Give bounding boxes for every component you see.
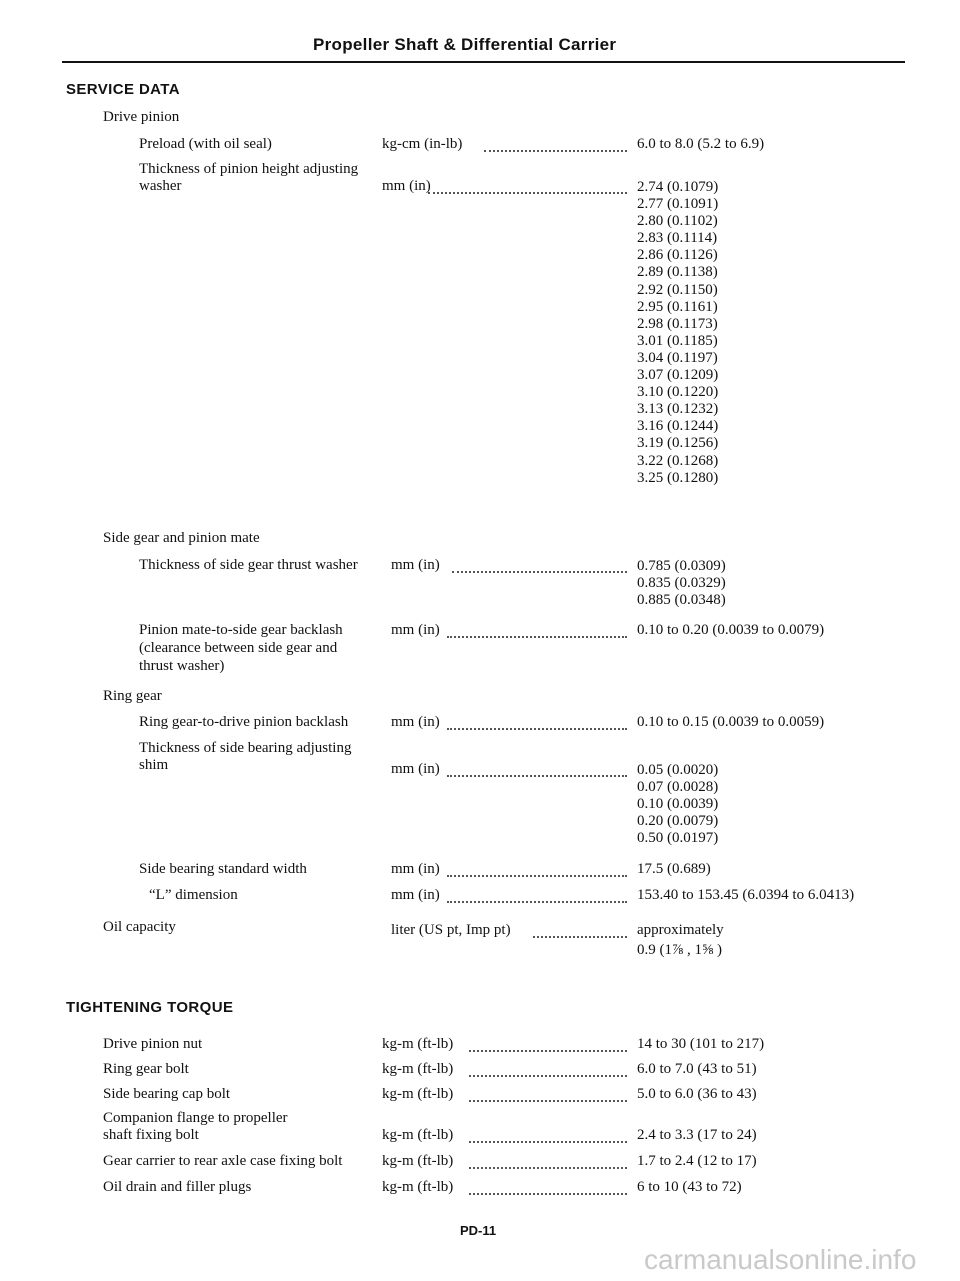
leader-dots: [428, 192, 627, 194]
value-item: 3.04 (0.1197): [637, 349, 718, 366]
torque-value: 2.4 to 3.3 (17 to 24): [637, 1127, 757, 1143]
item-value-preload: 6.0 to 8.0 (5.2 to 6.9): [637, 136, 765, 152]
value-item: 2.89 (0.1138): [637, 264, 718, 281]
value-item: 3.07 (0.1209): [637, 367, 719, 384]
section-heading-service-data: SERVICE DATA: [66, 81, 180, 98]
item-unit-thrust-washer: mm (in): [391, 557, 440, 573]
item-value-oil-capacity-line2: 0.9 (1⅞ , 1⅝ ): [637, 942, 722, 958]
torque-label: Side bearing cap bolt: [103, 1086, 231, 1102]
value-list-thrust-washer: [637, 558, 726, 609]
item-label-thrust-washer: Thickness of side gear thrust washer: [139, 557, 358, 573]
torque-unit: kg-m (ft-lb): [382, 1179, 454, 1195]
torque-value: 5.0 to 6.0 (36 to 43): [637, 1086, 757, 1102]
item-value-oil-capacity-line1: approximately: [637, 922, 724, 938]
leader-dots: [469, 1050, 627, 1052]
value-item: 3.10 (0.1220): [637, 384, 719, 401]
item-label-oil-capacity: Oil capacity: [103, 919, 176, 935]
leader-dots: [469, 1141, 627, 1143]
leader-dots: [447, 775, 627, 777]
torque-unit: kg-m (ft-lb): [382, 1127, 454, 1143]
torque-value: 6 to 10 (43 to 72): [637, 1179, 742, 1195]
item-unit-ring-backlash: mm (in): [391, 714, 440, 730]
value-list-shim: [637, 762, 718, 847]
item-label-preload: Preload (with oil seal): [139, 136, 272, 152]
value-list-washer: [637, 179, 718, 487]
value-item: 3.13 (0.1232): [637, 401, 719, 418]
item-label-ring-backlash: Ring gear-to-drive pinion backlash: [139, 714, 349, 730]
value-item: 0.07 (0.0028): [637, 779, 719, 796]
torque-unit: kg-m (ft-lb): [382, 1086, 454, 1102]
value-item: 0.50 (0.0197): [637, 830, 719, 847]
item-value-ring-backlash: 0.10 to 0.15 (0.0039 to 0.0059): [637, 714, 825, 730]
item-label-backlash-line2: (clearance between side gear and: [139, 640, 338, 656]
torque-label: Drive pinion nut: [103, 1036, 203, 1052]
torque-label: Ring gear bolt: [103, 1061, 189, 1077]
value-item: 3.01 (0.1185): [637, 332, 718, 349]
value-item: 2.80 (0.1102): [637, 213, 718, 230]
leader-dots: [469, 1075, 627, 1077]
value-item: 0.05 (0.0020): [637, 762, 719, 778]
page-number: PD-11: [460, 1223, 497, 1238]
value-item: 3.22 (0.1268): [637, 452, 719, 469]
item-label-backlash-line3: thrust washer): [139, 658, 225, 674]
torque-unit: kg-m (ft-lb): [382, 1153, 454, 1169]
item-unit-l-dimension: mm (in): [391, 887, 440, 903]
value-item: 0.835 (0.0329): [637, 575, 726, 592]
torque-label-line2: shaft fixing bolt: [103, 1127, 199, 1143]
value-item: 0.785 (0.0309): [637, 558, 726, 574]
item-label-washer-line1: Thickness of pinion height adjusting: [139, 161, 359, 177]
torque-unit: kg-m (ft-lb): [382, 1036, 454, 1052]
leader-dots: [452, 571, 627, 573]
value-item: 2.77 (0.1091): [637, 196, 719, 213]
leader-dots: [469, 1193, 627, 1195]
section-heading-tightening-torque: TIGHTENING TORQUE: [66, 999, 234, 1016]
value-item: 2.98 (0.1173): [637, 315, 718, 332]
value-item: 0.885 (0.0348): [637, 592, 726, 609]
item-label-l-dimension: “L” dimension: [149, 887, 238, 903]
item-value-backlash: 0.10 to 0.20 (0.0039 to 0.0079): [637, 622, 825, 638]
value-item: 3.16 (0.1244): [637, 418, 719, 435]
value-item: 2.92 (0.1150): [637, 281, 718, 298]
item-unit-washer: mm (in): [382, 178, 431, 194]
value-item: 2.83 (0.1114): [637, 230, 718, 247]
leader-dots: [484, 150, 627, 152]
leader-dots: [447, 636, 627, 638]
torque-label: Companion flange to propeller: [103, 1110, 288, 1126]
value-item: 2.74 (0.1079): [637, 179, 719, 195]
item-unit-oil-capacity: liter (US pt, Imp pt): [391, 922, 511, 938]
leader-dots: [533, 936, 627, 938]
value-item: 2.95 (0.1161): [637, 298, 718, 315]
item-value-l-dimension: 153.40 to 153.45 (6.0394 to 6.0413): [637, 887, 855, 903]
item-unit-preload: kg-cm (in-lb): [382, 136, 463, 152]
item-label-bearing-width: Side bearing standard width: [139, 861, 307, 877]
item-value-bearing-width: 17.5 (0.689): [637, 861, 711, 877]
item-unit-shim: mm (in): [391, 761, 440, 777]
leader-dots: [469, 1167, 627, 1169]
watermark: carmanualsonline.info: [644, 1244, 917, 1275]
page-title: Propeller Shaft & Differential Carrier: [313, 35, 617, 54]
leader-dots: [447, 728, 627, 730]
torque-value: 1.7 to 2.4 (12 to 17): [637, 1153, 757, 1169]
torque-value: 14 to 30 (101 to 217): [637, 1036, 765, 1052]
torque-label: Oil drain and filler plugs: [103, 1179, 252, 1195]
group-label-drive-pinion: Drive pinion: [103, 109, 180, 125]
item-unit-backlash: mm (in): [391, 622, 440, 638]
torque-label: Gear carrier to rear axle case fixing bolt: [103, 1153, 343, 1169]
value-item: 0.10 (0.0039): [637, 796, 719, 813]
item-label-washer-line2: washer: [139, 178, 182, 194]
torque-unit: kg-m (ft-lb): [382, 1061, 454, 1077]
item-label-shim-line1: Thickness of side bearing adjusting: [139, 740, 352, 756]
value-item: 0.20 (0.0079): [637, 813, 719, 830]
value-item: 3.25 (0.1280): [637, 469, 719, 486]
group-label-ring-gear: Ring gear: [103, 688, 162, 704]
header-rule: [62, 61, 905, 63]
leader-dots: [447, 875, 627, 877]
item-label-backlash-line1: Pinion mate-to-side gear backlash: [139, 622, 343, 638]
item-unit-bearing-width: mm (in): [391, 861, 440, 877]
item-label-shim-line2: shim: [139, 757, 169, 773]
leader-dots: [469, 1100, 627, 1102]
value-item: 2.86 (0.1126): [637, 247, 718, 264]
group-label-side-gear: Side gear and pinion mate: [103, 530, 260, 546]
value-item: 3.19 (0.1256): [637, 435, 719, 452]
torque-value: 6.0 to 7.0 (43 to 51): [637, 1061, 757, 1077]
leader-dots: [447, 901, 627, 903]
